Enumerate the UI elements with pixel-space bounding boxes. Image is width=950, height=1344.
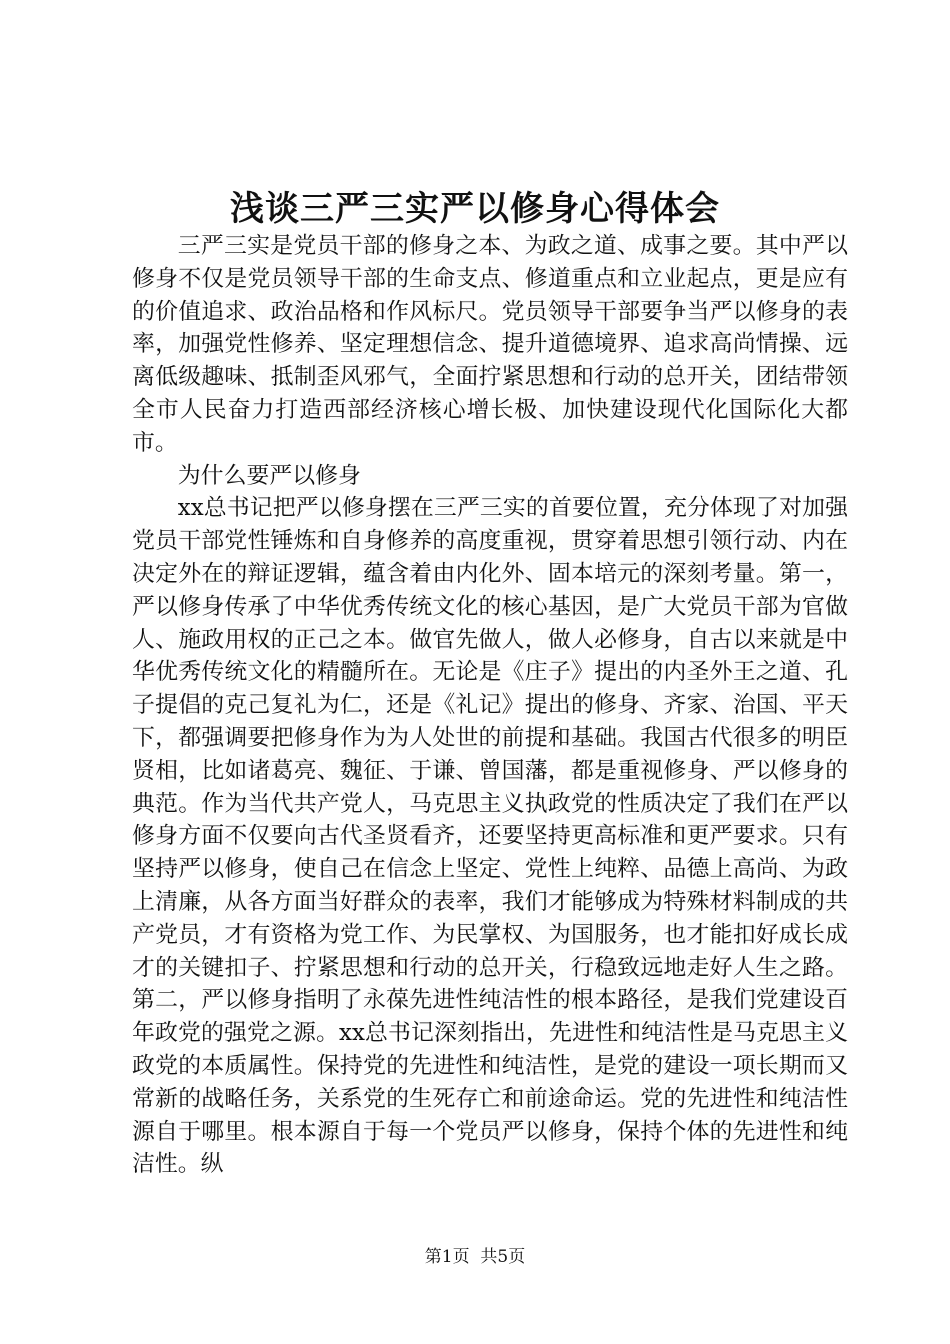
paragraph-main: xx总书记把严以修身摆在三严三实的首要位置，充分体现了对加强党员干部党性锤炼和自身修养的高度重视，贯穿着思想引领行动、内在决定外在的辩证逻辑，蕴含着由内化外、固本培元的深刻考量。第一，严以修身传承了中华优秀传统文化的核心基因，是广大党员干部为官做人、施政用权的正己之本。做官先做人，做人必修身，自古以来就是中华优秀传统文化的精髓所在。无论是《庄子》提出的内圣外王之道、孔子提倡的克己复礼为仁，还是《礼记》提出的修身、齐家、治国、平天下，都强调要把修身作为为人处世的前提和基础。我国古代很多的明臣贤相，比如诸葛亮、魏征、于谦、曾国藩，都是重视修身、严以修身的典范。作为当代共产党人，马克思主义执政党的性质决定了我们在严以修身方面不仅要向古代圣贤看齐，还要坚持更高标准和更严要求。只有坚持严以修身，使自己在信念上坚定、党性上纯粹、品德上高尚、为政上清廉，从各方面当好群众的表率，我们才能够成为特殊材料制成的共产党员，才有资格为党工作、为民掌权、为国服务，也才能扣好成长成才的关键扣子、拧紧思想和行动的总开关，行稳致远地走好人生之路。第二，严以修身指明了永葆先进性纯洁性的根本路径，是我们党建设百年政党的强党之源。xx总书记深刻指出，先进性和纯洁性是马克思主义政党的本质属性。保持党的先进性和纯洁性，是党的建设一项长期而又常新的战略任务，关系党的生死存亡和前途命运。党的先进性和纯洁性源自于哪里。根本源自于每一个党员严以修身，保持个体的先进性和纯洁性。纵: [132, 495, 848, 1178]
page-footer: 第1页 共5页: [424, 1247, 526, 1267]
document-title: 浅谈三严三实严以修身心得体会: [230, 189, 720, 229]
paragraph-intro: 三严三实是党员干部的修身之本、为政之道、成事之要。其中严以修身不仅是党员领导干部的生命支点、修道重点和立业起点，更是应有的价值追求、政治品格和作风标尺。党员领导干部要争当严以修身的表率，加强党性修养、坚定理想信念、提升道德境界、追求高尚情操、远离低级趣味、抵制歪风邪气，全面拧紧思想和行动的总开关，团结带领全市人民奋力打造西部经济核心增长极、加快建设现代化国际化大都市。: [132, 233, 848, 456]
document-body: [132, 230, 848, 1181]
section-heading: 为什么要严以修身: [177, 462, 361, 489]
